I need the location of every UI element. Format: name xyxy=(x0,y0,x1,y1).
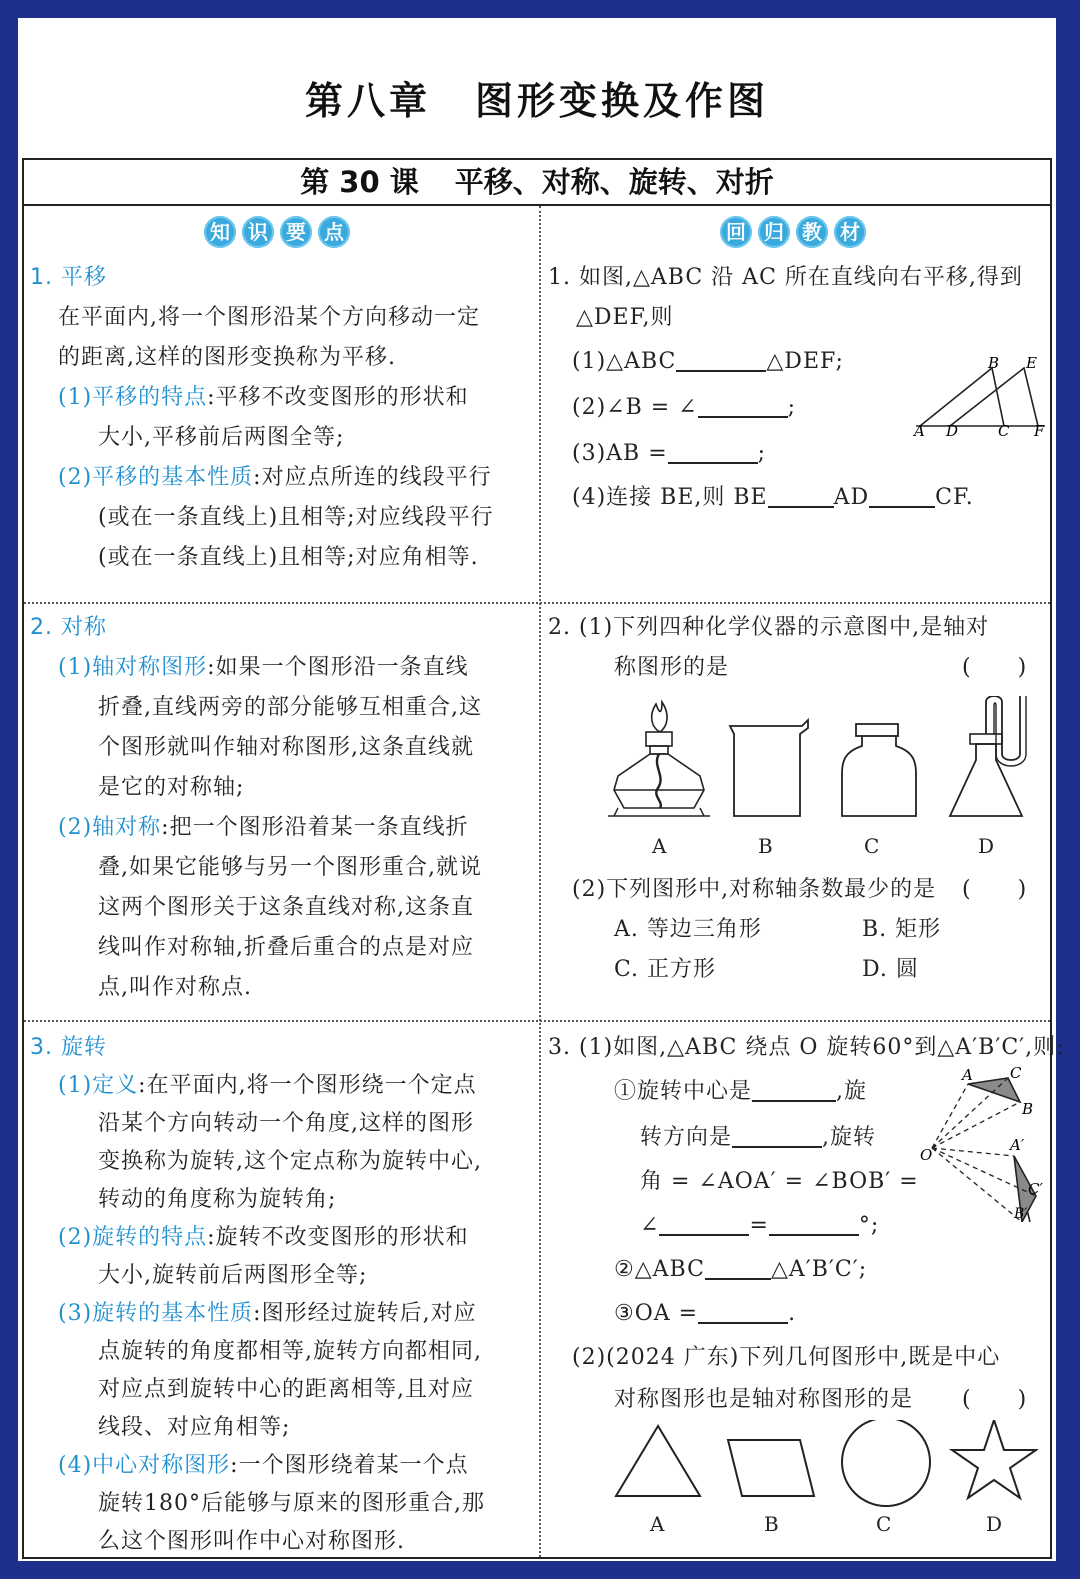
text-line: 的距离,这样的图形变换称为平移. xyxy=(58,345,396,370)
chapter-title: 第八章 图形变换及作图 xyxy=(304,79,770,123)
question-3-item: ②△ABC △A′B′C′; xyxy=(614,1250,867,1290)
answer-blank[interactable] xyxy=(769,1208,859,1236)
answer-blank[interactable] xyxy=(698,390,788,418)
text-line: 叠,如果它能够与另一个图形重合,就说 xyxy=(98,855,482,880)
text-line: 在平面内,将一个图形沿某个方向移动一定 xyxy=(58,305,480,330)
triangle-icon xyxy=(616,1426,700,1496)
text-line: 大小,旋转前后两图形全等; xyxy=(98,1263,368,1288)
svg-text:B: B xyxy=(1022,1100,1034,1118)
text-line: (或在一条直线上)且相等;对应角相等. xyxy=(98,545,479,570)
question-3-item: 转方向是 ,旋转 xyxy=(640,1118,876,1158)
text-line: (2)平移的基本性质:对应点所连的线段平行 xyxy=(58,465,492,490)
text-line: (或在一条直线上)且相等;对应线段平行 xyxy=(98,505,494,530)
svg-text:E: E xyxy=(1026,356,1037,372)
question-1-item: (4)连接 BE,则 BE AD CF. xyxy=(572,478,974,518)
answer-blank[interactable] xyxy=(698,1296,788,1324)
rotation-figure xyxy=(904,1056,1050,1222)
row-divider xyxy=(24,1020,1050,1022)
question-1-item: (1)△ABC △DEF; xyxy=(572,342,844,382)
text-line: (1)轴对称图形:如果一个图形沿一条直线 xyxy=(58,655,469,680)
svg-text:A′: A′ xyxy=(1010,1136,1025,1154)
text-line: 沿某个方向转动一个角度,这样的图形 xyxy=(98,1111,474,1136)
option-label: B xyxy=(764,1512,779,1536)
text-line: 个图形就叫作轴对称图形,这条直线就 xyxy=(98,735,474,760)
answer-blank[interactable] xyxy=(732,1120,822,1148)
geometric-shapes-figure xyxy=(608,1420,1038,1512)
svg-text:A: A xyxy=(914,422,925,436)
question-1-item: (3)AB = ; xyxy=(572,434,766,474)
circle-icon xyxy=(842,1420,930,1506)
answer-blank[interactable] xyxy=(668,436,758,464)
text-line: 这两个图形关于这条直线对称,这条直 xyxy=(98,895,474,920)
answer-blank[interactable] xyxy=(705,1252,771,1280)
answer-blank[interactable] xyxy=(752,1074,836,1102)
question-2-part2: (2)下列图形中,对称轴条数最少的是 xyxy=(572,877,937,902)
star-icon xyxy=(952,1420,1036,1498)
option-label: C xyxy=(864,834,880,858)
question-3-stem: 3. (1)如图,△ABC 绕点 O 旋转60°到△A′B′C′,则: xyxy=(548,1035,1065,1060)
knowledge-points-header: 知 识 要 点 xyxy=(204,216,350,248)
svg-text:O: O xyxy=(920,1146,933,1164)
beaker-icon xyxy=(730,720,808,816)
option-label: D xyxy=(978,834,995,858)
alcohol-lamp-icon xyxy=(608,702,710,816)
conical-flask-icon xyxy=(950,696,1026,816)
answer-blank[interactable] xyxy=(768,480,834,508)
question-1-stem: 1. 如图,△ABC 沿 AC 所在直线向右平移,得到 xyxy=(548,265,1023,290)
choice-option[interactable]: A. 等边三角形 xyxy=(614,917,762,942)
row-divider xyxy=(24,602,1050,604)
question-1-item: (2)∠B = ∠ ; xyxy=(572,388,796,428)
text-line: (2)旋转的特点:旋转不改变图形的形状和 xyxy=(58,1225,469,1250)
answer-blank[interactable] xyxy=(676,344,766,372)
text-line: 转动的角度称为旋转角; xyxy=(98,1187,337,1212)
section-rotation-title: 3. 旋转 xyxy=(30,1035,107,1060)
option-label: C xyxy=(876,1512,892,1536)
text-line: 折叠,直线两旁的部分能够互相重合,这 xyxy=(98,695,482,720)
text-line: 么这个图形叫作中心对称图形. xyxy=(98,1529,405,1554)
question-3-item: ①旋转中心是 ,旋 xyxy=(614,1072,867,1112)
text-line: 大小,平移前后两图全等; xyxy=(98,425,345,450)
question-3-part2: (2)(2024 广东)下列几何图形中,既是中心 xyxy=(572,1345,1001,1370)
question-2-stem: 称图形的是 xyxy=(614,655,730,680)
option-label: A xyxy=(650,1512,665,1536)
text-line: (1)定义:在平面内,将一个图形绕一个定点 xyxy=(58,1073,477,1098)
text-line: (1)平移的特点:平移不改变图形的形状和 xyxy=(58,385,469,410)
content-frame xyxy=(22,206,1065,1559)
question-1-stem: △DEF,则 xyxy=(576,305,674,330)
text-line: 是它的对称轴; xyxy=(98,775,245,800)
option-label: B xyxy=(758,834,773,858)
option-label: A xyxy=(652,834,667,858)
section-translation-title: 1. 平移 xyxy=(30,265,107,290)
svg-text:C′: C′ xyxy=(1028,1180,1043,1198)
section-symmetry-title: 2. 对称 xyxy=(30,615,107,640)
text-line: 旋转180°后能够与原来的图形重合,那 xyxy=(98,1491,485,1516)
text-line: (4)中心对称图形:一个图形绕着某一个点 xyxy=(58,1453,469,1478)
answer-blank[interactable] xyxy=(659,1208,749,1236)
svg-text:C: C xyxy=(998,422,1010,436)
question-3-item: ∠ = °; xyxy=(640,1206,879,1246)
choice-option[interactable]: D. 圆 xyxy=(862,957,919,982)
choice-option[interactable]: C. 正方形 xyxy=(614,957,717,982)
answer-blank[interactable] xyxy=(869,480,935,508)
answer-paren[interactable]: ( ) xyxy=(962,655,1028,680)
textbook-review-header: 回 归 教 材 xyxy=(720,216,866,248)
question-2-stem: 2. (1)下列四种化学仪器的示意图中,是轴对 xyxy=(548,615,990,640)
svg-text:D: D xyxy=(946,422,959,436)
worksheet-page xyxy=(18,18,1065,1561)
option-label: D xyxy=(986,1512,1003,1536)
question-3-item: ③OA = . xyxy=(614,1294,796,1334)
reagent-bottle-icon xyxy=(842,724,916,816)
lesson-title: 第 30 课 平移、对称、旋转、对折 xyxy=(22,158,1052,206)
text-line: 线叫作对称轴,折叠后重合的点是对应 xyxy=(98,935,474,960)
column-divider xyxy=(539,206,541,1557)
svg-text:F: F xyxy=(1034,422,1045,436)
translation-triangles-figure xyxy=(912,356,1048,436)
text-line: 点,叫作对称点. xyxy=(98,975,252,1000)
svg-text:B: B xyxy=(988,356,1000,372)
answer-paren[interactable]: ( ) xyxy=(962,877,1028,902)
text-line: 变换称为旋转,这个定点称为旋转中心, xyxy=(98,1149,482,1174)
question-3-item: 角 = ∠AOA′ = ∠BOB′ = xyxy=(640,1169,919,1194)
text-line: 对应点到旋转中心的距离相等,且对应 xyxy=(98,1377,474,1402)
text-line: 点旋转的角度都相等,旋转方向都相同, xyxy=(98,1339,482,1364)
text-line: (2)轴对称:把一个图形沿着某一条直线折 xyxy=(58,815,469,840)
text-line: (3)旋转的基本性质:图形经过旋转后,对应 xyxy=(58,1301,477,1326)
lab-instruments-figure xyxy=(608,696,1028,830)
svg-text:A: A xyxy=(962,1066,973,1084)
parallelogram-icon xyxy=(728,1440,814,1496)
answer-paren[interactable]: ( ) xyxy=(962,1387,1028,1412)
svg-text:C: C xyxy=(1010,1064,1022,1082)
choice-option[interactable]: B. 矩形 xyxy=(862,917,942,942)
text-line: 线段、对应角相等; xyxy=(98,1415,291,1440)
question-3-part2: 对称图形也是轴对称图形的是 xyxy=(614,1387,914,1412)
svg-text:B′: B′ xyxy=(1014,1206,1028,1222)
